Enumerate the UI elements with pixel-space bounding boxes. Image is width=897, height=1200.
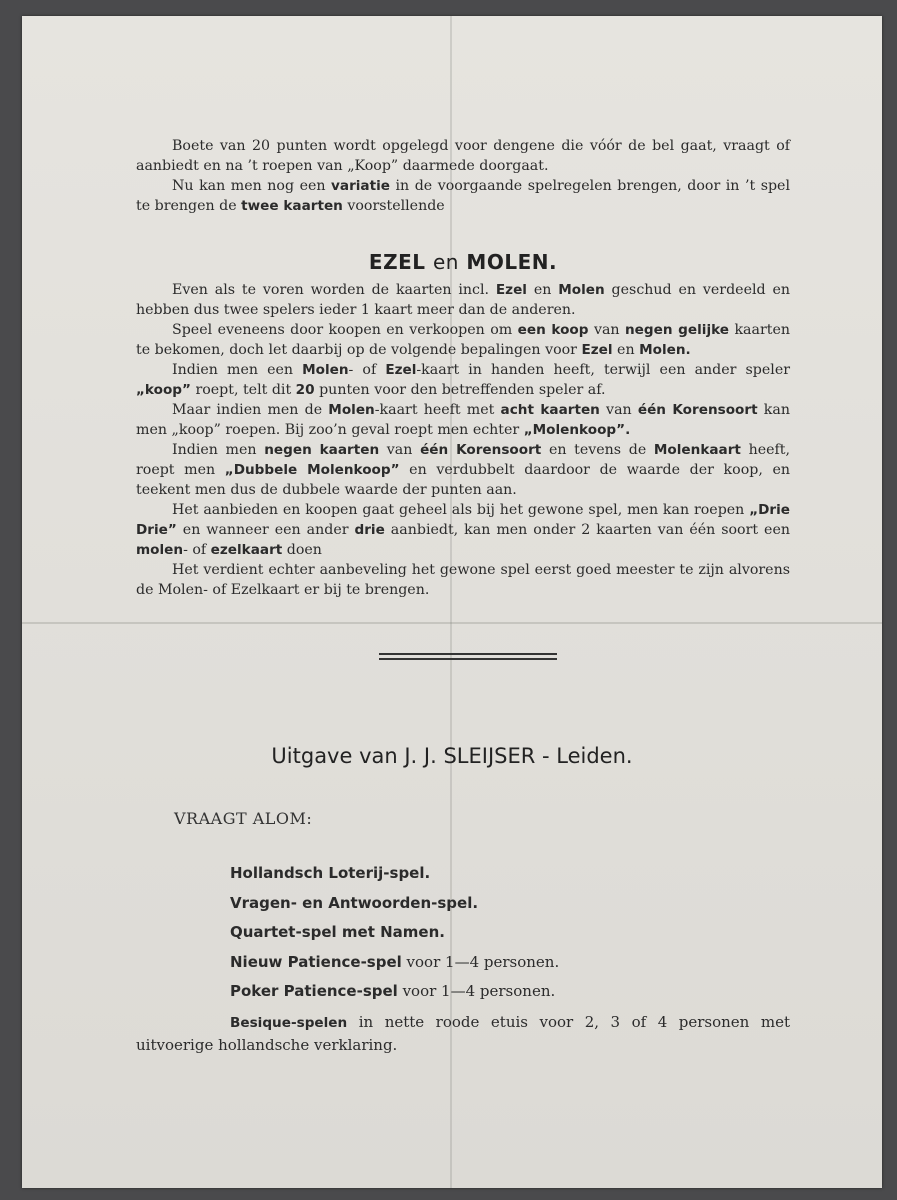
text-run: en	[612, 342, 640, 358]
text-run: Indien men een	[172, 362, 303, 378]
bold-term: een koop	[517, 322, 589, 338]
bold-term: negen kaarten	[264, 442, 380, 458]
text-run: Even als te voren worden de kaarten incl.	[172, 282, 496, 298]
bold-term: „koop”	[136, 382, 191, 398]
bold-term: variatie	[331, 178, 390, 194]
product-item	[136, 859, 790, 889]
text-run: in de voorgaande spelregelen brengen, door in ’t spel te brengen de	[136, 178, 790, 214]
section-title	[136, 250, 790, 274]
bold-term: Hollandsch Loterij-spel.	[230, 864, 431, 882]
text-run: aanbiedt, kan men onder 2 kaarten van één soort een	[384, 522, 790, 538]
bold-term: Nieuw Patience-spel	[230, 952, 402, 971]
rule-paragraph	[136, 320, 790, 360]
text-run: -kaart in handen heeft, terwijl een ander speler	[416, 362, 790, 378]
text-run: - of	[183, 542, 211, 558]
rule-paragraph	[136, 360, 790, 400]
product-item	[136, 948, 790, 978]
bold-term: Ezel	[495, 282, 527, 298]
text-run: voorstellende	[342, 198, 445, 214]
bold-term: Molen	[302, 362, 349, 378]
intro-paragraph	[136, 136, 790, 176]
text-run: kaarten te bekomen, doch let daarbij op de volgende bepalingen voor	[136, 322, 790, 358]
bold-term: Ezel	[385, 362, 417, 378]
title-word: EZEL	[368, 250, 426, 274]
bold-term: „Drie Drie”	[136, 502, 790, 538]
text-run: Het verdient echter aanbeveling het gewone spel eerst goed meester te zijn alvorens de Molen- of Ezelkaart er bij te brengen.	[136, 562, 790, 598]
text-run: Speel eveneens door koopen en verkoopen om	[172, 322, 518, 338]
bold-term: drie	[354, 522, 385, 538]
rule-paragraph	[136, 280, 790, 320]
text-run: -kaart heeft met	[374, 402, 501, 418]
bold-term: één Korensoort	[420, 442, 542, 458]
text-run: - of	[348, 362, 386, 378]
bold-term: twee kaarten	[241, 198, 343, 214]
rule-paragraph	[136, 500, 790, 560]
bold-term: één Korensoort	[637, 402, 758, 418]
product-item	[136, 977, 790, 1007]
bold-term: Quartet-spel met Namen.	[230, 923, 445, 941]
text-run: van	[379, 442, 421, 458]
bold-term: Molenkaart	[653, 442, 741, 458]
fold-line-horizontal	[22, 622, 882, 624]
text-run: punten voor den betreffenden speler af.	[314, 382, 606, 398]
bold-term: „Molenkoop”.	[523, 422, 631, 438]
divider-rule	[379, 653, 557, 655]
bold-term: Vragen- en Antwoorden-spel.	[230, 893, 479, 912]
rule-paragraph	[136, 440, 790, 500]
bold-term: molen	[136, 542, 184, 558]
bold-term: Molen.	[639, 342, 691, 358]
intro-text	[136, 136, 790, 216]
bold-term: Molen	[328, 402, 375, 418]
text-run: en wanneer een ander	[176, 522, 355, 538]
product-item	[136, 918, 790, 948]
bold-term: ezelkaart	[210, 542, 283, 558]
bold-term: acht kaarten	[500, 402, 600, 418]
rule-paragraph	[136, 560, 790, 600]
product-item-besique	[136, 1011, 790, 1056]
title-word: MOLEN.	[466, 250, 558, 274]
text-run: geschud en verdeeld en hebben dus twee spelers ieder 1 kaart meer dan de anderen.	[136, 282, 790, 318]
text-run: Boete van 20 punten wordt opgelegd voor dengene die vóór de bel gaat, vraagt of aanbiedt en na ’t roepen van „Koop” daarmede doorgaat.	[136, 138, 790, 174]
text-run: Het aanbieden en koopen gaat geheel als bij het gewone spel, men kan roepen	[172, 502, 750, 518]
text-run: doen	[282, 542, 322, 558]
bold-term: Besique-spelen	[230, 1014, 348, 1031]
text-run: van	[599, 402, 638, 418]
document-sheet	[22, 16, 882, 1188]
text-run: Indien men	[172, 442, 265, 458]
text-run: Nu kan men nog een	[172, 178, 332, 194]
bold-term: „Dubbele Molenkoop”	[224, 462, 400, 478]
text-run: kan men „koop” roepen. Bij zoo’n geval roept men echter	[136, 402, 790, 438]
text-run: en	[526, 282, 559, 298]
bold-term: 20	[295, 382, 315, 398]
rules-text	[136, 280, 790, 600]
ask-heading: VRAAGT ALOM:	[174, 809, 313, 828]
text-run: heeft, roept men	[136, 442, 790, 478]
text-run: roept, telt dit	[190, 382, 296, 398]
publisher-line: Uitgave van J. J. SLEIJSER - Leiden.	[271, 744, 633, 768]
rule-paragraph	[136, 400, 790, 440]
text-run: Maar indien men de	[172, 402, 329, 418]
product-list	[136, 859, 790, 1056]
title-word: en	[432, 250, 459, 274]
text-run: en tevens de	[541, 442, 654, 458]
bold-term: Molen	[558, 282, 605, 298]
text-run: voor 1—4 personen.	[401, 952, 560, 971]
intro-paragraph	[136, 176, 790, 216]
text-run: voor 1—4 personen.	[397, 982, 556, 1000]
bold-term: Ezel	[581, 342, 613, 358]
text-run: van	[588, 322, 625, 338]
product-item	[136, 889, 790, 919]
text-run: in nette roode etuis voor 2, 3 of 4 personen met uitvoerige hollandsche verklaring.	[136, 1012, 790, 1054]
bold-term: negen gelijke	[625, 322, 730, 338]
bold-term: Poker Patience-spel	[230, 982, 398, 1000]
text-run: en verdubbelt daardoor de waarde der koop, en teekent men dus de dubbele waarde der punten aan.	[136, 462, 790, 498]
divider-rule	[379, 658, 557, 660]
